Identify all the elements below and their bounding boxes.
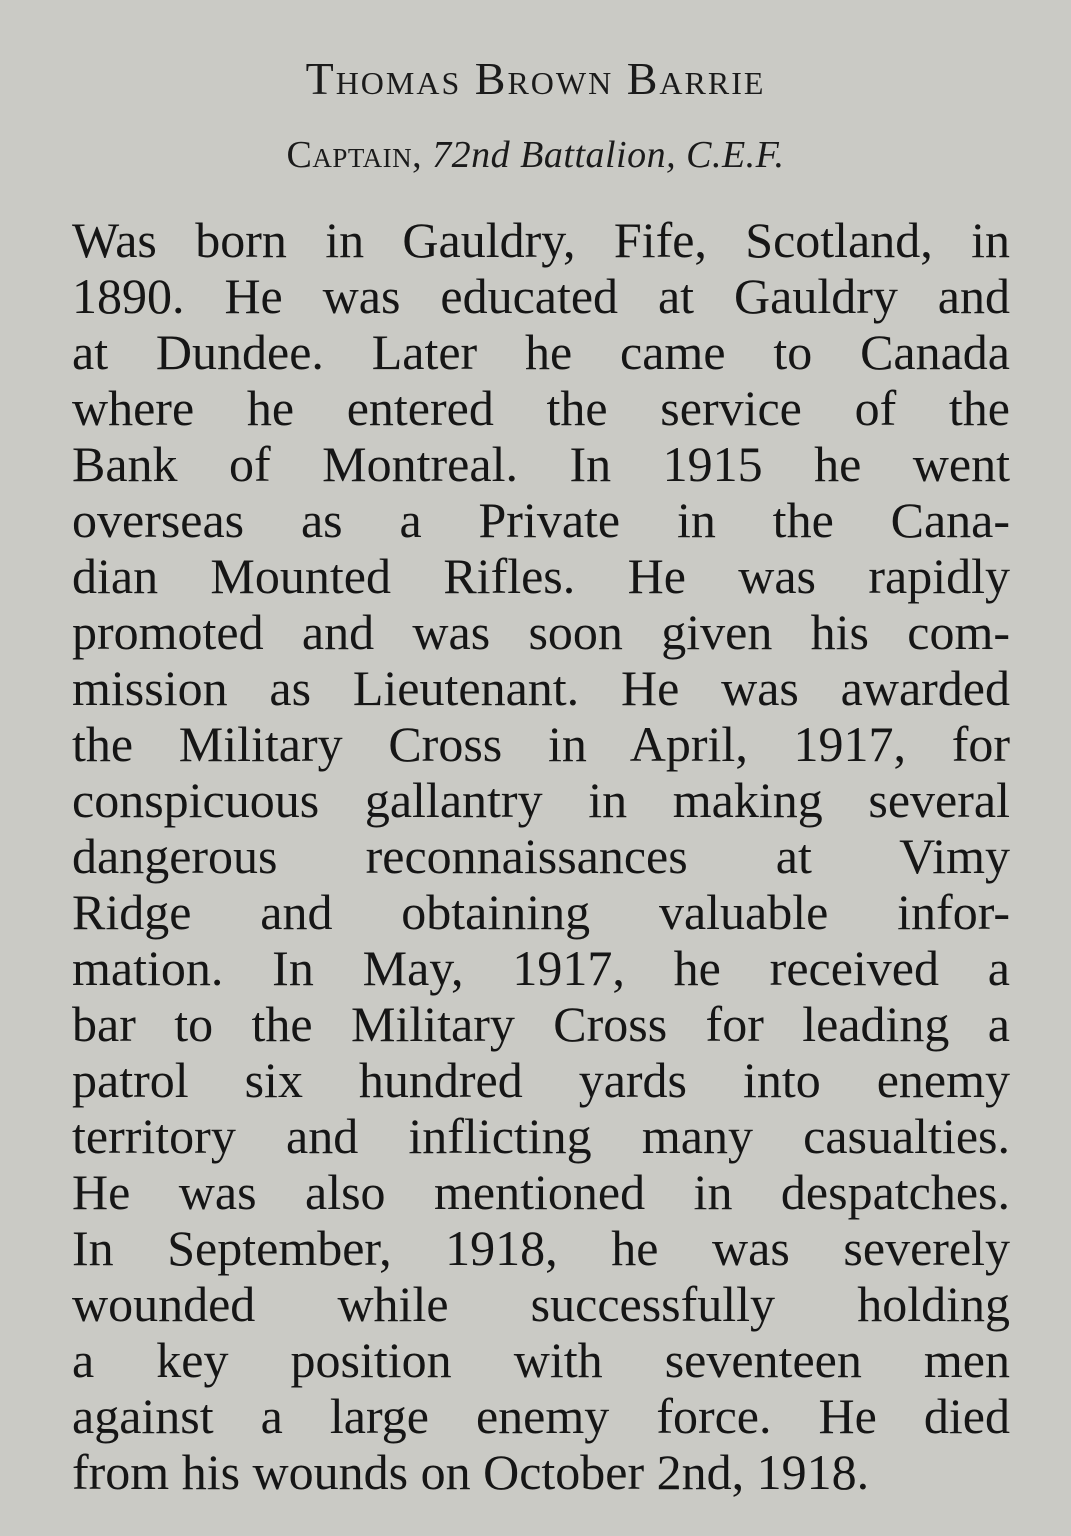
- subtitle-rank-unit: [0, 133, 1071, 177]
- page-title: Thomas Brown Barrie: [305, 53, 766, 104]
- body-line: Bank of Montreal. In 1915 he went: [72, 436, 1010, 492]
- body-line: the Military Cross in April, 1917, for: [72, 716, 1010, 772]
- body-text: [72, 212, 1010, 1500]
- body-line: wounded while successfully holding: [72, 1276, 1010, 1332]
- body-line: where he entered the service of the: [72, 380, 1010, 436]
- body-line: conspicuous gallantry in making several: [72, 772, 1010, 828]
- body-line: 1890. He was educated at Gauldry and: [72, 268, 1010, 324]
- body-line: bar to the Military Cross for leading a: [72, 996, 1010, 1052]
- body-line: overseas as a Private in the Cana-: [72, 492, 1010, 548]
- body-line: dian Mounted Rifles. He was rapidly: [72, 548, 1010, 604]
- body-line: Was born in Gauldry, Fife, Scotland, in: [72, 212, 1010, 268]
- body-line: patrol six hundred yards into enemy: [72, 1052, 1010, 1108]
- body-line: mation. In May, 1917, he received a: [72, 940, 1010, 996]
- body-line: He was also mentioned in despatches.: [72, 1164, 1010, 1220]
- rank-label: Captain,: [286, 134, 423, 176]
- body-line: mission as Lieutenant. He was awarded: [72, 660, 1010, 716]
- body-line: a key position with seventeen men: [72, 1332, 1010, 1388]
- body-line: from his wounds on October 2nd, 1918.: [72, 1444, 870, 1500]
- unit-label: 72nd Battalion, C.E.F.: [432, 134, 785, 176]
- body-line: territory and inflicting many casualties.: [72, 1108, 1010, 1164]
- body-line: dangerous reconnaissances at Vimy: [72, 828, 1010, 884]
- body-line: In September, 1918, he was severely: [72, 1220, 1010, 1276]
- body-line: Ridge and obtaining valuable infor-: [72, 884, 1010, 940]
- body-line: against a large enemy force. He died: [72, 1388, 1010, 1444]
- body-line: at Dundee. Later he came to Canada: [72, 324, 1010, 380]
- body-line: promoted and was soon given his com-: [72, 604, 1010, 660]
